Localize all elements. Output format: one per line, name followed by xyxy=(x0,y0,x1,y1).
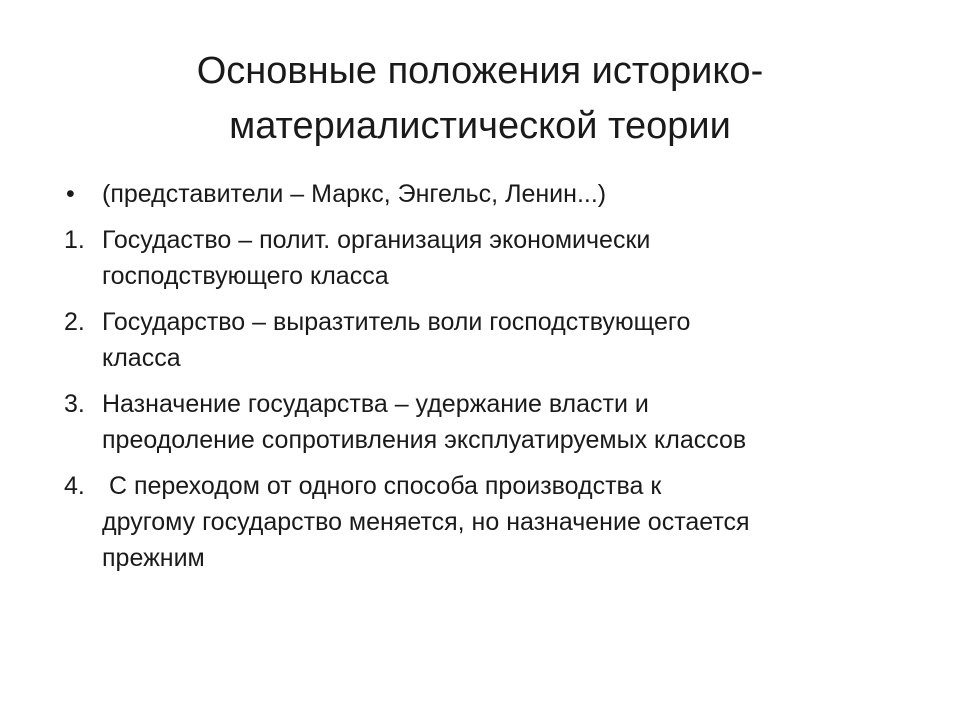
slide-title xyxy=(80,44,880,154)
list-item-1 xyxy=(64,222,904,294)
list-item-line: Государство – выразтитель воли господствующего xyxy=(102,308,691,336)
list-item-line: класса xyxy=(102,344,181,372)
list-item-number: 2. xyxy=(64,308,85,336)
bullet-item xyxy=(64,176,904,212)
list-item-line: господствующего класса xyxy=(102,262,389,290)
list-item-line: С переходом от одного способа производства к xyxy=(102,472,662,500)
list-item-number: 4. xyxy=(64,472,85,500)
list-item-4 xyxy=(64,468,904,576)
slide-content xyxy=(64,176,904,586)
list-item-number: 3. xyxy=(64,390,85,418)
list-item-line: Назначение государства – удержание власти и xyxy=(102,390,649,418)
bullet-marker: • xyxy=(66,180,75,208)
list-item-2 xyxy=(64,304,904,376)
slide-title-line-2: материалистической теории xyxy=(229,105,731,147)
bullet-text: (представители – Маркс, Энгельс, Ленин...) xyxy=(102,180,607,208)
list-item-line: преодоление сопротивления эксплуатируемых классов xyxy=(102,426,747,454)
slide-title-line-1: Основные положения историко- xyxy=(196,50,764,92)
list-item-line: другому государство меняется, но назначение остается xyxy=(102,508,750,536)
list-item-line: прежним xyxy=(102,544,205,572)
list-item-line: Госудаство – полит. организация экономически xyxy=(102,226,651,254)
list-item-number: 1. xyxy=(64,226,85,254)
list-item-3 xyxy=(64,386,904,458)
